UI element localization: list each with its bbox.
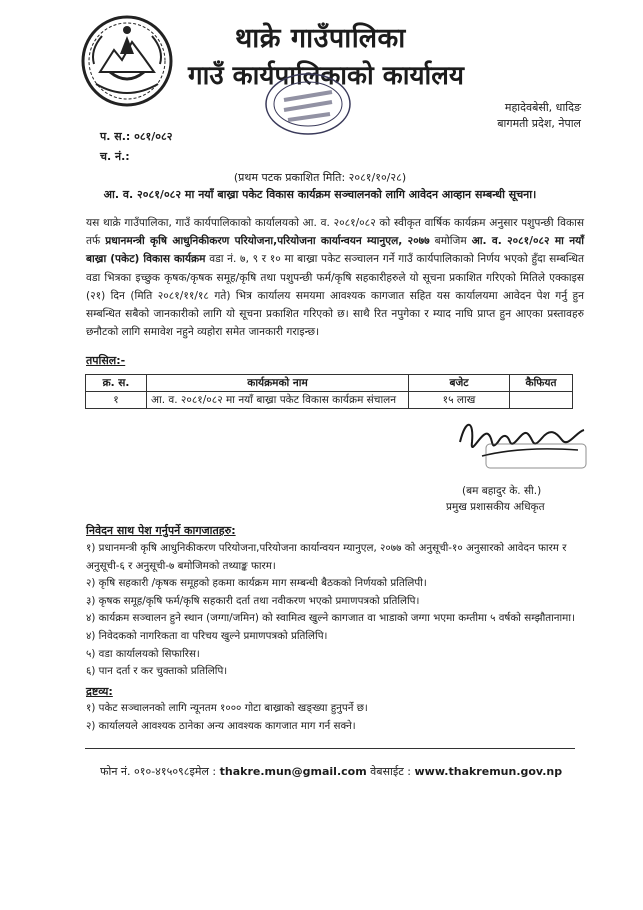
office-address-line2: बागमती प्रदेश, नेपाल	[497, 117, 581, 130]
list-item: ५) वडा कार्यालयको सिफारिस।	[86, 647, 200, 660]
office-title-line2: गाउँ कार्यपालिकाको कार्यालय	[188, 61, 464, 91]
nepal-emblem-logo	[80, 14, 174, 108]
program-table	[85, 374, 573, 409]
table-header-row	[86, 375, 573, 392]
body-project-name: प्रधानमन्त्री कृषि आधुनिकीकरण परियोजना,परियोजना कार्यान्वयन म्यानुएल, २०७७	[105, 235, 430, 248]
list-item: १) प्रधानमन्त्री कृषि आधुनिकीकरण परियोजना,परियोजना कार्यान्वयन म्यानुएल, २०७७ को अनुसूची-१० अनुसारको आवेदन फारम र अनुसूची-६ र अनुसूची-७ बमोजिमको तथ्याङ्क फारम।	[86, 542, 567, 572]
details-heading: तपसिल:-	[86, 354, 126, 367]
table-row	[86, 392, 573, 409]
letter-reference-number: प. स.: ०८१/०८२	[100, 130, 173, 143]
list-item: ४) निवेदकको नागरिकता वा परिचय खुल्ने प्रमाणपत्रको प्रतिलिपि।	[86, 629, 328, 642]
notes-heading: द्रष्टव्य:	[86, 685, 113, 698]
cell-remarks	[510, 392, 573, 409]
body-text-part2: बमोजिम	[434, 235, 467, 248]
footer-contact	[100, 764, 562, 779]
office-address-line1: महादेवबेसी, धादिङ	[504, 101, 581, 114]
column-header-budget: बजेट	[409, 375, 510, 392]
column-header-sn: क्र. स.	[86, 375, 147, 392]
cell-sn: १	[86, 392, 147, 409]
office-title-line1: थाक्रे गाउँपालिका	[235, 23, 406, 54]
signatory-name: (बम बहादुर के. सी.)	[462, 485, 542, 497]
list-item: ३) कृषक समूह/कृषि फर्म/कृषि सहकारी दर्ता तथा नवीकरण भएको प्रमाणपत्रको प्रतिलिपि।	[86, 594, 420, 607]
list-item: ४) कार्यक्रम सञ्चालन हुने स्थान (जग्गा/जमिन) को स्वामित्व खुल्ने कागजात वा भाडाको जग्गा भएमा कम्तीमा ५ वर्षको सम्झौतानामा।	[86, 612, 575, 625]
notice-body-paragraph	[86, 214, 584, 341]
list-item: २) कार्यालयले आवश्यक ठानेका अन्य आवश्यक कागजात माग गर्न सक्ने।	[86, 719, 356, 732]
list-item: ६) पान दर्ता र कर चुक्ताको प्रतिलिपि।	[86, 665, 228, 678]
body-program-name: आ. व. २०८१/०८२ मा नयाँ बाख्रा (पकेट) विकास कार्यक्रम	[86, 235, 584, 266]
footer-phone: फोन नं. ०१०-४१५०९८इमेल :	[100, 765, 217, 778]
footer-divider	[85, 748, 575, 749]
footer-web-label: वेबसाईट :	[370, 765, 412, 778]
list-item: १) पकेट सञ्चालनको लागि न्यूनतम १००० गोटा बाख्राको खङ्ख्या हुनुपर्ने छ।	[86, 702, 368, 714]
required-documents-heading: निवेदन साथ पेश गर्नुपर्ने कागजातहरु:	[86, 524, 236, 537]
column-header-program-name: कार्यक्रमको नाम	[147, 375, 409, 392]
handwritten-signature	[452, 412, 592, 474]
body-text-part3: वडा नं. ७, ९ र १० मा बाख्रा पकेट सञ्चालन गर्ने गाउँ कार्यपालिकाको निर्णय भएको हुँदा सम्बन्धित वडा भित्रका इच्छुक कृषक/कृषक समूह/कृषि तथा पशुपन्छी फर्म/कृषि सहकारीहरुले यो सूचना प्रकाशित गरिएको मितिले एक्काइस (२१) दिन (मिति २०८१/११/१८ गते) भित्र कार्यालय समयमा आवश्यक कागजात सहित यस कार्यालयमा आवेदन पेश गर्नु हुन सम्बन्धित सबैको जानकारीको लागि यो सूचना प्रकाशित गरिएको छ। साथै रित नपुगेका र म्याद नाघि प्राप्त हुन आएका प्रस्तावहरु छनौटको लागि समावेश नहुने व्यहोरा समेत जानकारी गराइन्छ।	[86, 253, 585, 339]
footer-email-link[interactable]: thakre.mun@gmail.com	[219, 765, 367, 778]
footer-website-link[interactable]: www.thakremun.gov.np	[414, 765, 563, 778]
dispatch-number: च. नं.:	[100, 150, 130, 163]
body-text-part1: यस थाक्रे गाउँपालिका, गाउँ कार्यपालिकाको कार्यालयको आ. व. २०८१/०८२ को स्वीकृत वार्षिक कार्यक्रम अनुसार पशुपन्छी विकास तर्फ	[86, 217, 584, 248]
required-documents-list	[86, 540, 586, 681]
notice-subject: आ. व. २०८१/०८२ मा नयाँ बाख्रा पकेट विकास कार्यक्रम सञ्चालनको लागि आवेदन आव्हान सम्बन्धी सूचना।	[103, 188, 537, 201]
first-published-date: (प्रथम पटक प्रकाशित मिति: २०८१/१०/२८)	[233, 171, 407, 184]
notes-list	[86, 700, 586, 735]
list-item: २) कृषि सहकारी /कृषक समूहको हकमा कार्यक्रम माग सम्बन्धी बैठकको निर्णयको प्रतिलिपी।	[86, 577, 427, 590]
cell-budget: १५ लाख	[409, 392, 510, 409]
column-header-remarks: कैफियत	[510, 375, 573, 392]
office-seal-stamp	[262, 70, 354, 138]
signatory-post: प्रमुख प्रशासकीय अधिकृत	[446, 501, 545, 513]
cell-program-name: आ. व. २०८१/०८२ मा नयाँ बाख्रा पकेट विकास कार्यक्रम संचालन	[147, 392, 409, 409]
